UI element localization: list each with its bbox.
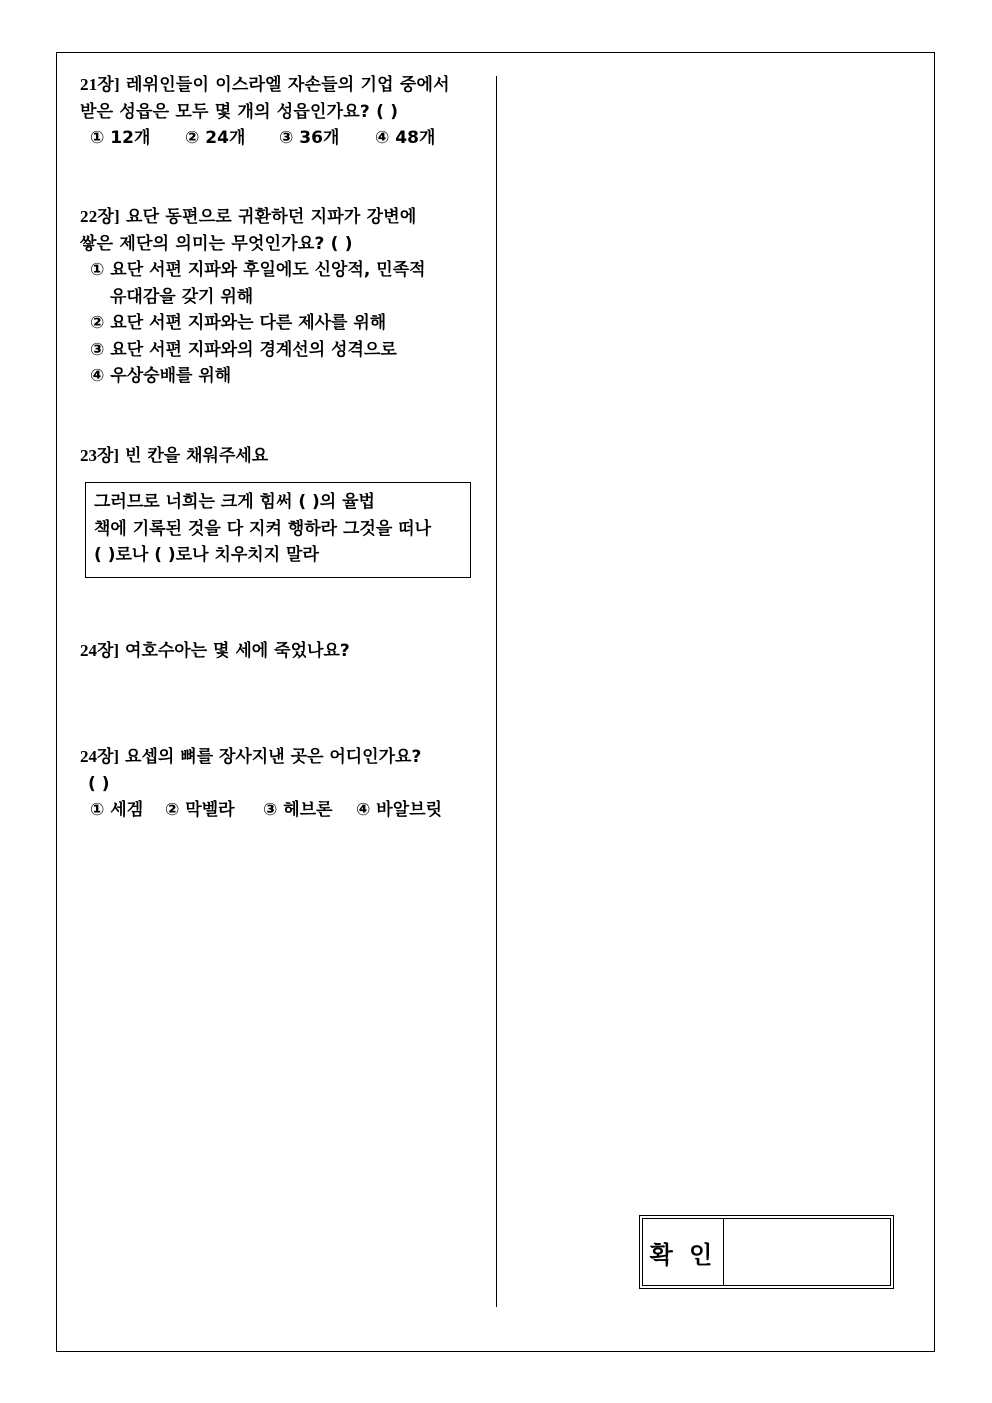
question-24b-answer-blank: ( ) bbox=[88, 773, 110, 794]
question-21-options bbox=[80, 125, 472, 152]
question-22-number: 22장] bbox=[80, 207, 120, 226]
question-24b-line-1 bbox=[80, 744, 472, 771]
confirm-box bbox=[639, 1215, 894, 1289]
confirm-signature-cell[interactable] bbox=[724, 1219, 890, 1285]
question-22-line-2: 쌓은 제단의 의미는 무엇인가요? ( ) bbox=[80, 233, 353, 254]
question-22-option-3: ③ 요단 서편 지파와의 경계선의 성격으로 bbox=[90, 339, 397, 360]
question-21-text-1: 레위인들이 이스라엘 자손들의 기업 중에서 bbox=[126, 75, 450, 95]
question-21-option-3: ③ 36개 bbox=[279, 128, 340, 148]
question-21-option-4: ④ 48개 bbox=[375, 128, 436, 148]
question-22-option-1: ① 요단 서편 지파와 후일에도 신앙적, 민족적 bbox=[90, 260, 426, 280]
question-21-line-2: 받은 성읍은 모두 몇 개의 성읍인가요? ( ) bbox=[80, 101, 399, 122]
question-24a-text: 여호수아는 몇 세에 죽었나요? bbox=[125, 641, 350, 661]
question-24b-option-1: ① 세겜 bbox=[90, 800, 144, 820]
question-23-line bbox=[80, 443, 472, 470]
question-22-line-1 bbox=[80, 204, 472, 231]
question-21-option-1: ① 12개 bbox=[90, 128, 151, 148]
column-divider bbox=[496, 76, 497, 1307]
question-24a-line bbox=[80, 638, 472, 665]
blank-box-line-3: ( )로나 ( )로나 치우치지 말라 bbox=[94, 545, 319, 565]
question-22 bbox=[80, 204, 472, 390]
question-24b-text-1: 요셉의 뼈를 장사지낸 곳은 어디인가요? bbox=[125, 747, 422, 767]
question-24b-option-4: ④ 바알브릿 bbox=[356, 800, 442, 820]
question-23 bbox=[80, 443, 472, 470]
confirm-box-inner bbox=[642, 1218, 891, 1286]
question-21-option-2: ② 24개 bbox=[185, 128, 246, 148]
question-21-line-1 bbox=[80, 72, 472, 99]
question-24b-options bbox=[80, 797, 472, 824]
question-24b-number: 24장] bbox=[80, 747, 120, 766]
question-24b-option-3: ③ 헤브론 bbox=[263, 800, 333, 820]
question-22-option-4: ④ 우상숭배를 위해 bbox=[90, 366, 232, 386]
question-23-title: 빈 칸을 채워주세요 bbox=[125, 446, 269, 466]
question-23-number: 23장] bbox=[80, 446, 120, 465]
question-24b-option-2: ② 막벨라 bbox=[165, 800, 235, 820]
question-22-option-1-cont: 유대감을 갖기 위해 bbox=[110, 286, 254, 307]
question-21-number: 21장] bbox=[80, 75, 120, 94]
question-21 bbox=[80, 72, 472, 152]
question-24a bbox=[80, 638, 472, 665]
confirm-label: 확 인 bbox=[643, 1219, 724, 1285]
fill-in-blank-box bbox=[85, 482, 471, 578]
question-22-option-2: ② 요단 서편 지파와는 다른 제사를 위해 bbox=[90, 313, 387, 333]
question-24a-number: 24장] bbox=[80, 641, 120, 660]
question-22-text-1: 요단 동편으로 귀환하던 지파가 강변에 bbox=[126, 207, 417, 227]
blank-box-line-1: 그러므로 너희는 크게 힘써 ( )의 율법 bbox=[94, 492, 375, 512]
question-24b bbox=[80, 744, 472, 824]
blank-box-line-2: 책에 기록된 것을 다 지켜 행하라 그것을 떠나 bbox=[94, 518, 432, 539]
